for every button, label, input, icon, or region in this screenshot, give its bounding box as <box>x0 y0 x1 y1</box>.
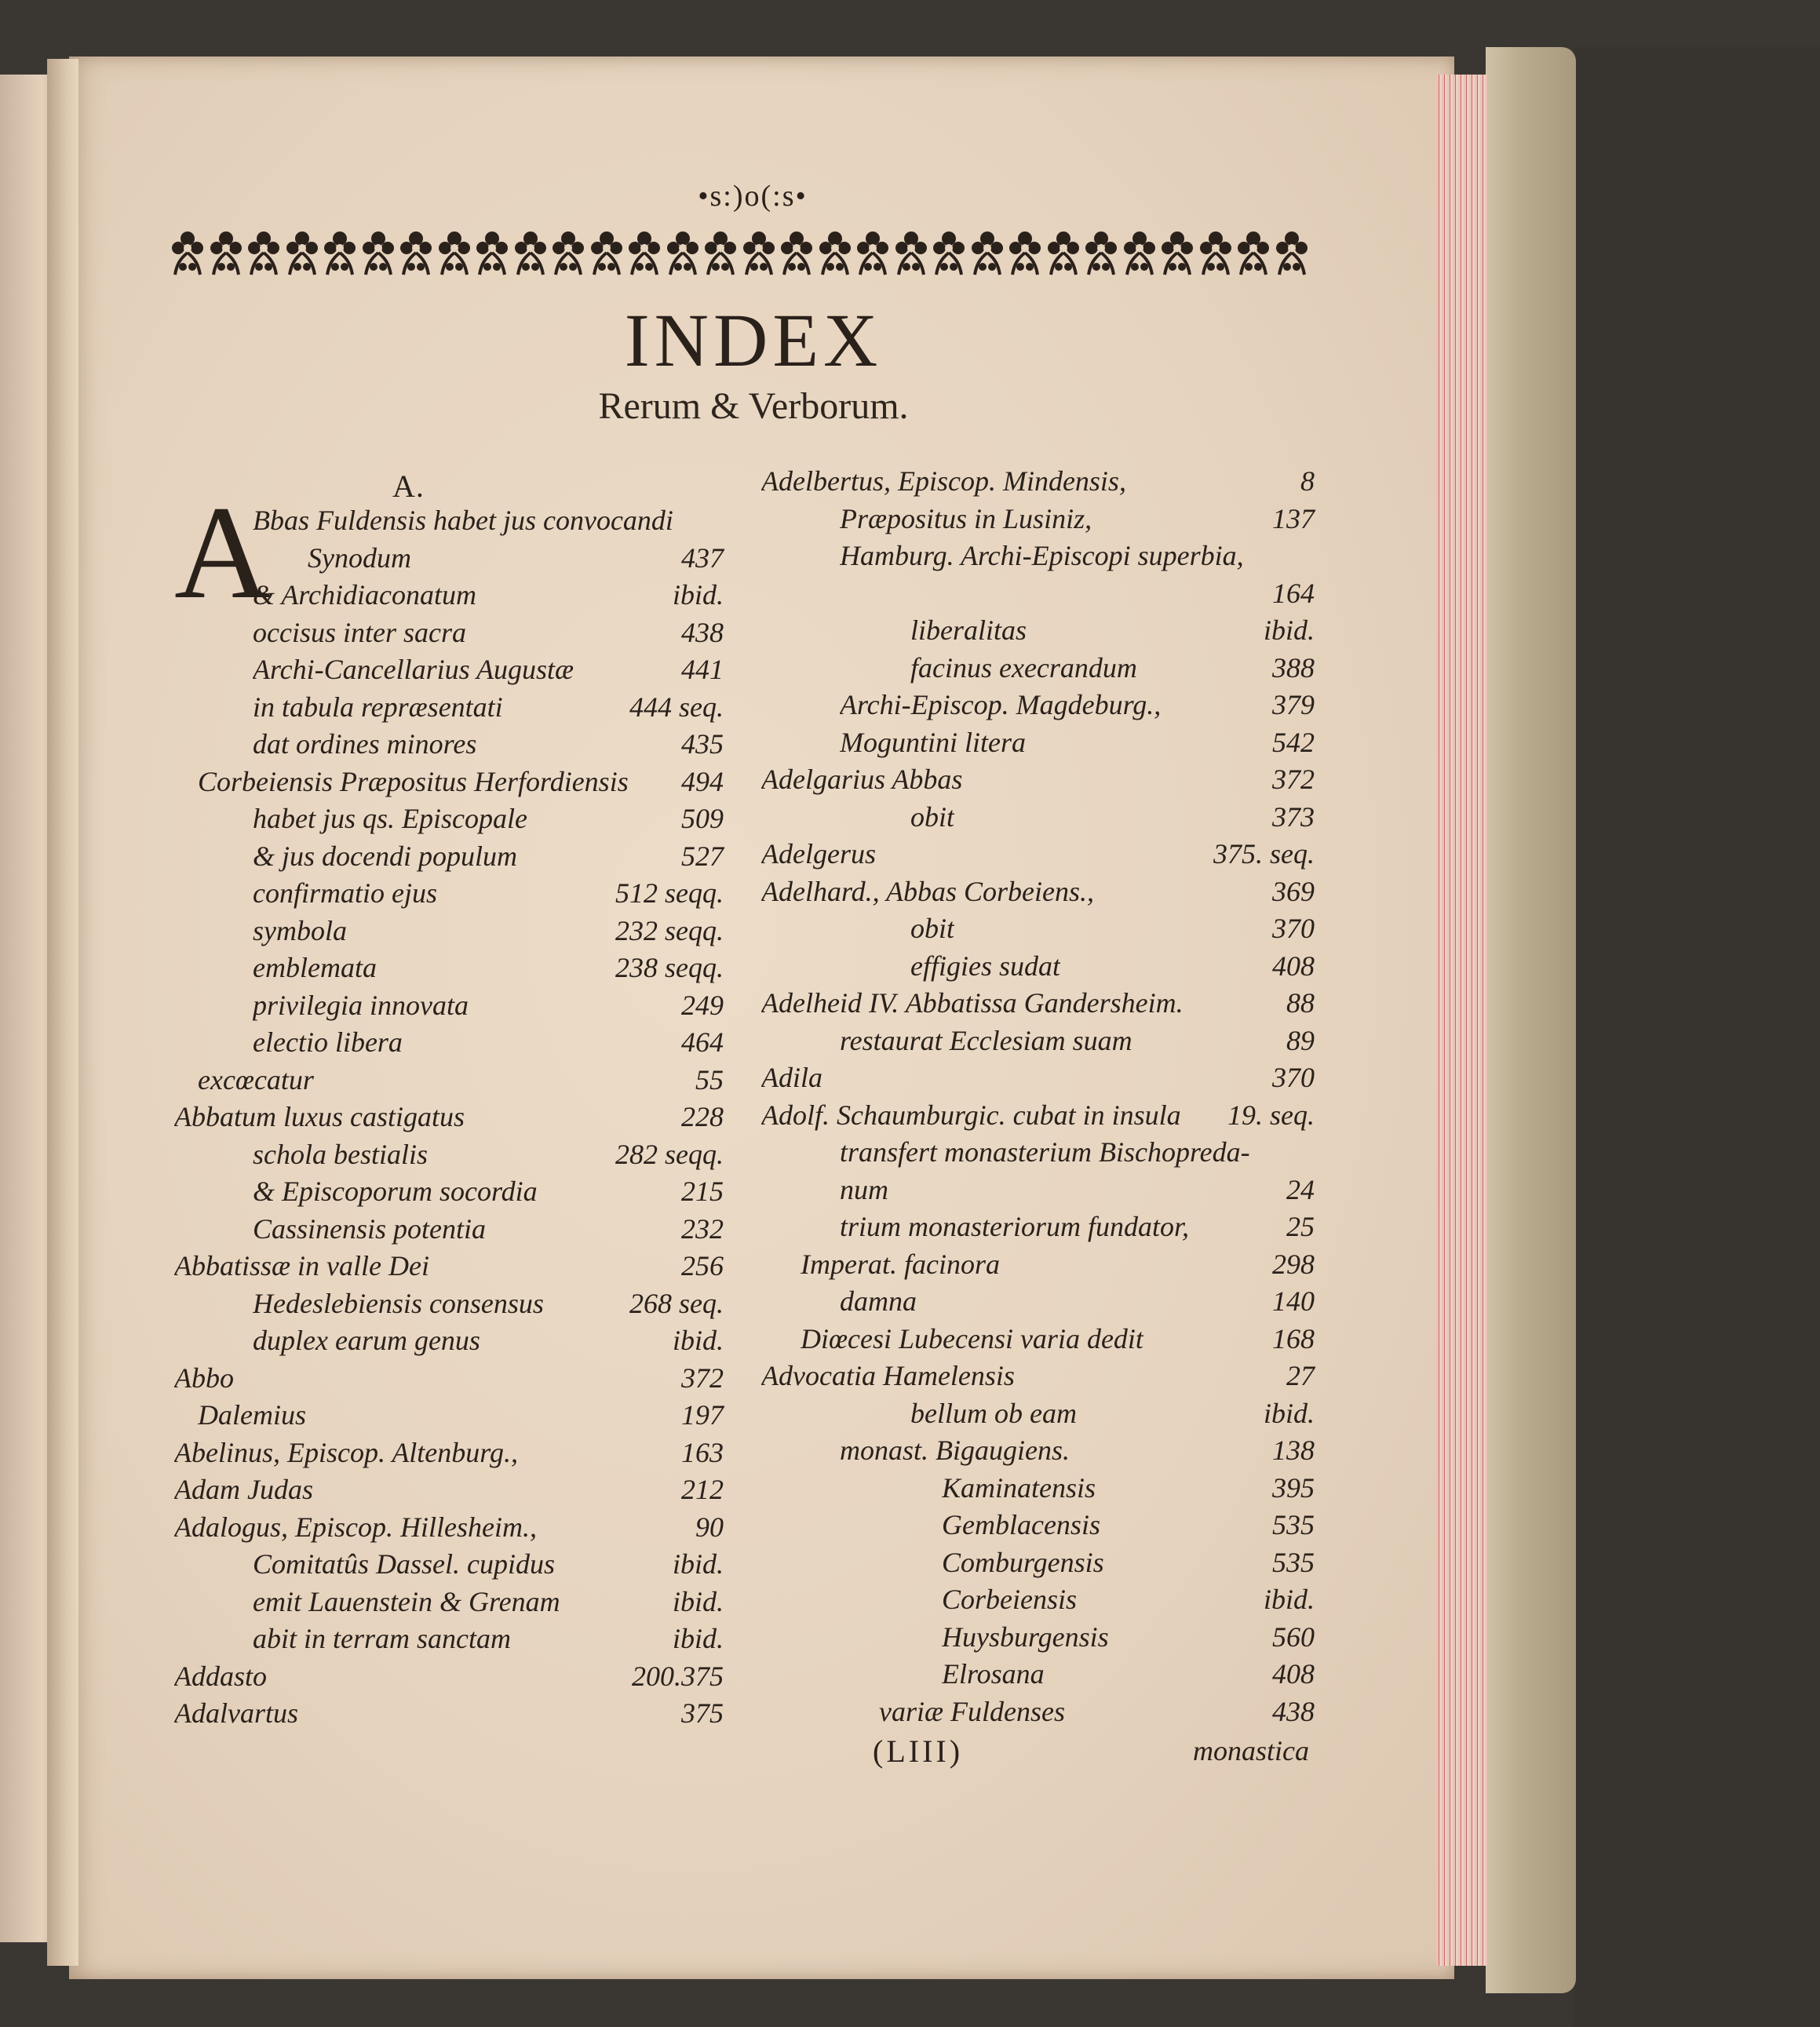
entry-text: bellum ob eam <box>910 1397 1077 1429</box>
entry-text: Comitatûs Dassel. cupidus <box>253 1548 556 1580</box>
entry-page: 509 <box>681 803 724 834</box>
fleuron-ornament-icon <box>892 229 930 278</box>
entry-text: obit <box>910 800 955 833</box>
fleuron-ornament-icon <box>854 229 892 278</box>
entry-page: 55 <box>695 1063 724 1096</box>
entry-text: Diœcesi Lubecensi varia dedit <box>801 1322 1143 1354</box>
fleuron-ornament-icon <box>1197 229 1235 278</box>
index-entry <box>174 726 724 762</box>
entry-page <box>717 502 724 538</box>
entry-text: Cassinensis potentia <box>253 1212 487 1245</box>
fleuron-ornament-icon <box>321 229 359 278</box>
index-entry <box>174 614 724 651</box>
index-entry <box>761 1507 1315 1543</box>
index-entry <box>174 1546 724 1582</box>
catchword: monastica <box>1193 1735 1309 1766</box>
fleuron-ornament-icon <box>740 229 778 278</box>
entry-page: 197 <box>681 1399 724 1431</box>
entry-page: 388 <box>1272 651 1315 684</box>
index-entry <box>174 689 724 725</box>
index-entry <box>174 1471 724 1507</box>
index-entry <box>761 1172 1315 1208</box>
entry-text: monast. Bigaugiens. <box>840 1435 1070 1466</box>
fleuron-ornament-icon <box>283 229 321 278</box>
index-entry <box>761 1619 1315 1655</box>
entry-text: & Archidiaconatum <box>253 579 476 611</box>
section-letter: A. <box>392 468 425 504</box>
index-entry <box>174 540 724 576</box>
index-entry <box>761 724 1315 760</box>
entry-page: 370 <box>1272 1062 1315 1093</box>
entry-text: damna <box>840 1285 917 1317</box>
index-entry <box>174 913 724 949</box>
index-entry <box>174 1360 724 1396</box>
entry-page: 560 <box>1272 1621 1315 1653</box>
entry-page: 435 <box>681 728 724 760</box>
entry-page: 437 <box>681 541 724 574</box>
entry-text: Adalvartus <box>174 1697 298 1729</box>
fleuron-ornament-icon <box>778 229 815 278</box>
entry-page: 27 <box>1286 1360 1315 1391</box>
entry-page: 215 <box>681 1176 724 1207</box>
index-entry <box>174 800 724 837</box>
entry-page: 375 <box>681 1697 724 1729</box>
entry-text: Corbeiensis Præpositus Herfordiensis <box>198 765 629 797</box>
index-entry <box>174 1509 724 1545</box>
entry-page: 238 seqq. <box>615 952 724 983</box>
index-entry <box>174 1621 724 1657</box>
entry-page: 372 <box>681 1362 724 1394</box>
entry-text: num <box>840 1173 888 1205</box>
index-entry <box>761 463 1315 499</box>
index-entry <box>761 836 1315 872</box>
index-entry <box>761 1321 1315 1357</box>
entry-page: 89 <box>1286 1024 1315 1056</box>
page-title: INDEX <box>624 298 883 382</box>
index-entry <box>761 650 1315 686</box>
entry-page: 200.375 <box>632 1660 724 1692</box>
page-subtitle: Rerum & Verborum. <box>598 385 909 427</box>
entry-text: Corbeiensis <box>942 1584 1078 1615</box>
entry-text: effigies sudat <box>910 950 1060 982</box>
index-entry <box>174 1435 724 1471</box>
fleuron-ornament-icon <box>664 229 702 278</box>
index-entry <box>761 687 1315 723</box>
entry-page <box>1308 1134 1315 1170</box>
index-entry <box>761 948 1315 984</box>
index-entry <box>761 1209 1315 1245</box>
index-entry <box>174 1024 724 1060</box>
entry-page: 140 <box>1272 1285 1315 1317</box>
entry-page: 444 seq. <box>629 691 724 723</box>
entry-page: 8 <box>1300 465 1315 497</box>
entry-page: ibid. <box>1263 1397 1315 1429</box>
entry-text: abit in terram sanctam <box>253 1623 511 1654</box>
entry-text: Huysburgensis <box>942 1621 1109 1653</box>
index-entry <box>761 1023 1315 1059</box>
entry-page: 168 <box>1272 1322 1315 1354</box>
entry-text: Imperat. facinora <box>801 1248 1000 1280</box>
entry-page: 408 <box>1272 1658 1315 1690</box>
index-entry <box>174 875 724 911</box>
entry-text: electio libera <box>253 1026 403 1058</box>
entry-page: 90 <box>695 1511 724 1543</box>
index-entry <box>174 1062 724 1098</box>
entry-page: ibid. <box>672 579 724 611</box>
index-entry <box>761 1358 1315 1394</box>
index-entry <box>761 1544 1315 1580</box>
entry-text: Synodum <box>308 541 411 574</box>
entry-text: Adelhard., Abbas Corbeiens., <box>761 875 1094 907</box>
index-entry <box>761 761 1315 797</box>
entry-text: liberalitas <box>910 614 1027 646</box>
fleuron-ornament-icon <box>1235 229 1272 278</box>
entry-page: 232 seqq. <box>615 914 724 946</box>
index-entry <box>174 1584 724 1620</box>
entry-text: Moguntini litera <box>840 726 1026 758</box>
entry-text: Hedeslebiensis consensus <box>253 1287 544 1319</box>
entry-text: variæ Fuldenses <box>879 1695 1065 1727</box>
index-entry <box>174 950 724 986</box>
entry-page: 535 <box>1272 1546 1315 1578</box>
entry-text: restaurat Ecclesiam suam <box>840 1024 1132 1056</box>
fleuron-ornament-icon <box>245 229 283 278</box>
entry-text: Adila <box>761 1062 822 1093</box>
entry-text: Bbas Fuldensis habet jus convocandi <box>253 505 673 536</box>
entry-text: dat ordines minores <box>253 728 477 760</box>
index-entry <box>761 1581 1315 1617</box>
entry-page: 372 <box>1272 764 1315 795</box>
index-entry <box>174 838 724 874</box>
entry-page: 282 seqq. <box>615 1138 724 1170</box>
entry-text: Adam Judas <box>174 1474 313 1505</box>
entry-page: 298 <box>1272 1248 1315 1280</box>
entry-text: Adelgarius Abbas <box>761 764 963 795</box>
entry-text: Comburgensis <box>942 1546 1104 1578</box>
entry-page: 542 <box>1272 726 1315 758</box>
index-entry <box>761 1134 1315 1170</box>
entry-page: 369 <box>1272 875 1315 907</box>
entry-text: privilegia innovata <box>253 989 469 1021</box>
index-entry <box>174 577 724 613</box>
head-ornament: •s:)o(:s• <box>698 180 808 213</box>
entry-text: Advocatia Hamelensis <box>761 1360 1015 1391</box>
entry-page: 25 <box>1286 1211 1315 1242</box>
fleuron-ornament-icon <box>207 229 245 278</box>
index-entry <box>761 985 1315 1021</box>
index-entry <box>761 1283 1315 1319</box>
entry-page: ibid. <box>672 1585 724 1617</box>
entry-text: excœcatur <box>198 1063 314 1096</box>
entry-text: transfert monasterium Bischopreda- <box>840 1136 1250 1168</box>
index-entry <box>761 799 1315 835</box>
entry-page: 228 <box>681 1101 724 1132</box>
entry-text: & jus docendi populum <box>253 840 517 872</box>
entry-text: Adelheid IV. Abbatissa Gandersheim. <box>761 987 1184 1019</box>
entry-text: Abelinus, Episcop. Altenburg., <box>174 1436 518 1468</box>
entry-text: schola bestialis <box>253 1138 428 1170</box>
index-entry <box>761 501 1315 537</box>
fleuron-ornament-icon <box>626 229 663 278</box>
entry-text: trium monasteriorum fundator, <box>840 1211 1190 1242</box>
entry-page: 379 <box>1272 689 1315 720</box>
entry-text: Adelgerus <box>761 838 876 869</box>
fleuron-ornament-icon <box>512 229 549 278</box>
index-entry <box>174 1173 724 1209</box>
fleuron-ornament-icon <box>1082 229 1120 278</box>
index-entry <box>761 873 1315 910</box>
entry-page: 395 <box>1272 1471 1315 1504</box>
entry-text: Gemblacensis <box>942 1509 1100 1540</box>
signature-mark: (LIII) <box>873 1734 964 1769</box>
entry-page: ibid. <box>672 1325 724 1356</box>
index-entry <box>174 1658 724 1694</box>
entry-page: 256 <box>681 1250 724 1281</box>
index-entry <box>761 1395 1315 1431</box>
index-entry <box>174 1285 724 1322</box>
index-entry <box>761 538 1315 574</box>
index-entry <box>761 575 1315 611</box>
entry-page: 249 <box>681 989 724 1021</box>
fleuron-ornament-icon <box>436 229 473 278</box>
index-entry <box>761 1470 1315 1506</box>
index-entry <box>174 764 724 800</box>
entry-text: Adolf. Schaumburgic. cubat in insula <box>761 1099 1181 1131</box>
entry-text: Abbo <box>174 1362 234 1394</box>
index-entry <box>174 1695 724 1731</box>
entry-page: 375. seq. <box>1213 838 1315 869</box>
entry-text: Dalemius <box>198 1399 306 1431</box>
entry-text: habet jus qs. Episcopale <box>253 803 527 834</box>
background <box>1574 47 1820 2027</box>
entry-page: 438 <box>1272 1695 1315 1727</box>
fleuron-ornament-icon <box>169 229 206 278</box>
entry-page: 19. seq. <box>1227 1099 1315 1131</box>
entry-text: obit <box>910 913 955 944</box>
entry-page: 512 seqq. <box>615 877 724 909</box>
fleuron-ornament-icon <box>473 229 511 278</box>
index-entry <box>174 1248 724 1284</box>
entry-page: 268 seq. <box>629 1287 724 1319</box>
entry-text: Kaminatensis <box>942 1471 1096 1504</box>
entry-page: 464 <box>681 1026 724 1058</box>
entry-text: in tabula repræsentati <box>253 691 503 723</box>
entry-page: 164 <box>1272 577 1315 609</box>
entry-text: Archi-Episcop. Magdeburg., <box>840 689 1162 720</box>
entry-page: 137 <box>1272 502 1315 534</box>
index-entry <box>761 1693 1315 1730</box>
fleuron-border <box>169 224 1311 283</box>
entry-page: 88 <box>1286 987 1315 1019</box>
entry-page: ibid. <box>1263 1584 1315 1615</box>
entry-page: ibid. <box>672 1623 724 1654</box>
index-entry <box>174 1397 724 1433</box>
entry-text: Abbatum luxus castigatus <box>174 1101 465 1132</box>
fleuron-ornament-icon <box>1045 229 1082 278</box>
entry-text: Adalogus, Episcop. Hillesheim., <box>174 1511 537 1543</box>
index-entry <box>174 651 724 687</box>
fleuron-ornament-icon <box>1121 229 1158 278</box>
fleuron-ornament-icon <box>549 229 587 278</box>
entry-text: Hamburg. Archi-Episcopi superbia, <box>840 540 1244 571</box>
fleuron-ornament-icon <box>702 229 739 278</box>
fleuron-ornament-icon <box>816 229 854 278</box>
entry-page: 494 <box>681 765 724 797</box>
entry-text: duplex earum genus <box>253 1325 480 1356</box>
index-entry <box>761 910 1315 946</box>
entry-page <box>1308 538 1315 574</box>
entry-page: 370 <box>1272 913 1315 944</box>
entry-page: 163 <box>681 1436 724 1468</box>
entry-page: 373 <box>1272 800 1315 833</box>
index-entry <box>761 612 1315 648</box>
entry-page: 535 <box>1272 1509 1315 1540</box>
index-entry <box>761 1246 1315 1282</box>
entry-page: 408 <box>1272 950 1315 982</box>
fleuron-ornament-icon <box>588 229 626 278</box>
entry-page: 24 <box>1286 1173 1315 1205</box>
index-entry <box>174 1136 724 1172</box>
entry-text: emblemata <box>253 952 377 983</box>
entry-page: 527 <box>681 840 724 872</box>
entry-text: Archi-Cancellarius Augustæ <box>253 654 574 685</box>
fleuron-ornament-icon <box>359 229 397 278</box>
entry-text: confirmatio ejus <box>253 877 437 909</box>
entry-page: ibid. <box>1263 614 1315 646</box>
index-entry <box>174 502 724 538</box>
index-entry <box>761 1432 1315 1468</box>
entry-text: emit Lauenstein & Grenam <box>253 1585 560 1617</box>
entry-text: Præpositus in Lusiniz, <box>840 502 1092 534</box>
entry-text: & Episcoporum socordia <box>253 1176 538 1207</box>
fleuron-ornament-icon <box>1273 229 1311 278</box>
fleuron-ornament-icon <box>1006 229 1044 278</box>
entry-text: Abbatissæ in valle Dei <box>174 1250 429 1281</box>
entry-page: 441 <box>681 654 724 685</box>
index-entry <box>761 1059 1315 1096</box>
entry-text: symbola <box>253 914 347 946</box>
index-entry <box>174 1211 724 1247</box>
drop-capital: A <box>174 479 271 626</box>
entry-page: 232 <box>681 1212 724 1245</box>
entry-page: 212 <box>681 1474 724 1505</box>
fleuron-ornament-icon <box>968 229 1006 278</box>
entry-page: 138 <box>1272 1435 1315 1466</box>
entry-text: Addasto <box>174 1660 268 1692</box>
index-entry <box>174 987 724 1023</box>
index-entry <box>174 1099 724 1135</box>
index-entry <box>174 1322 724 1358</box>
entry-page: ibid. <box>672 1548 724 1580</box>
entry-text: occisus inter sacra <box>253 616 466 648</box>
entry-page: 438 <box>681 616 724 648</box>
index-entry <box>761 1656 1315 1692</box>
fleuron-ornament-icon <box>1158 229 1196 278</box>
fleuron-ornament-icon <box>930 229 968 278</box>
fleuron-ornament-icon <box>397 229 435 278</box>
index-entry <box>761 1097 1315 1133</box>
entry-text: Adelbertus, Episcop. Mindensis, <box>761 465 1126 497</box>
entry-text: facinus execrandum <box>910 651 1137 684</box>
entry-text: Elrosana <box>942 1658 1045 1690</box>
